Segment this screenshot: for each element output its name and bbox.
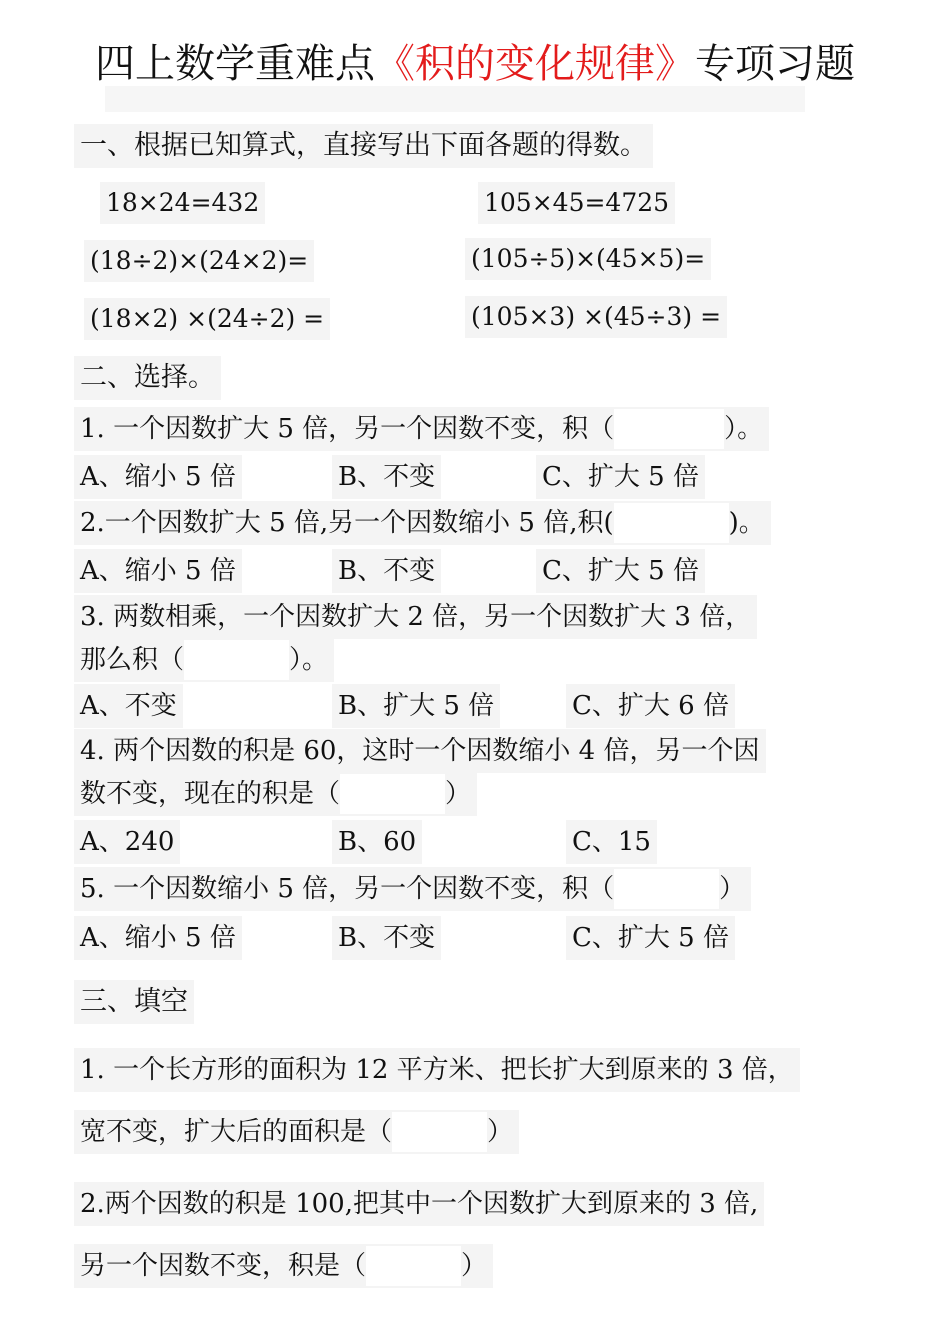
s3-item2-before: 另一个因数不变，积是（ <box>80 1251 367 1281</box>
s2-q4-after: ） <box>445 779 472 809</box>
s2-q2-after: )。 <box>728 508 765 538</box>
s1-right-q2: (105×3) ×(45÷3) = <box>465 296 727 338</box>
s2-q3-option-c[interactable]: C、扩大 6 倍 <box>566 684 735 728</box>
s2-q4-line1: 4. 两个因数的积是 60，这时一个因数缩小 4 倍，另一个因 <box>74 729 766 773</box>
s3-item1-line2 <box>74 1110 519 1154</box>
s2-q1-option-b[interactable]: B、不变 <box>332 455 441 499</box>
s2-q3-before: 那么积（ <box>80 645 185 675</box>
s2-q5-option-c[interactable]: C、扩大 5 倍 <box>566 916 735 960</box>
s2-q4-before: 数不变，现在的积是（ <box>80 779 341 809</box>
s2-q1-option-c[interactable]: C、扩大 5 倍 <box>536 455 705 499</box>
s2-q1-blank[interactable] <box>614 409 724 449</box>
s2-q1-text <box>74 407 769 451</box>
section3-heading: 三、填空 <box>74 980 194 1024</box>
s2-q3-after: ）。 <box>289 645 329 675</box>
s2-q2-text <box>74 501 771 545</box>
s2-q3-option-a[interactable]: A、不变 <box>74 684 183 728</box>
section2-heading: 二、选择。 <box>74 356 221 400</box>
s1-left-q1: (18÷2)×(24×2)= <box>84 240 314 282</box>
s2-q1-after: ）。 <box>724 414 764 444</box>
s2-q5-text <box>74 867 751 911</box>
s3-item1-line1: 1. 一个长方形的面积为 12 平方米、把长扩大到原来的 3 倍， <box>74 1048 800 1092</box>
s2-q3-line1: 3. 两数相乘，一个因数扩大 2 倍，另一个因数扩大 3 倍， <box>74 595 757 639</box>
s3-item1-after: ） <box>487 1117 514 1147</box>
s2-q2-blank[interactable] <box>614 503 729 543</box>
s2-q5-after: ） <box>719 874 746 904</box>
s3-item1-before: 宽不变，扩大后的面积是（ <box>80 1117 393 1147</box>
page-title <box>0 38 950 90</box>
s1-left-q2: (18×2) ×(24÷2) = <box>84 298 330 340</box>
s3-item2-after: ） <box>461 1251 488 1281</box>
s2-q2-option-a[interactable]: A、缩小 5 倍 <box>74 549 242 593</box>
s2-q2-option-c[interactable]: C、扩大 5 倍 <box>536 549 705 593</box>
s1-right-q1: (105÷5)×(45×5)= <box>465 238 711 280</box>
s1-left-given: 18×24=432 <box>100 182 265 224</box>
title-highlight: 《积的变化规律》 <box>375 41 695 87</box>
title-prefix: 四上数学重难点 <box>95 41 375 87</box>
s3-item1-blank[interactable] <box>392 1112 487 1152</box>
s2-q5-option-b[interactable]: B、不变 <box>332 916 441 960</box>
s2-q5-before: 5. 一个因数缩小 5 倍，另一个因数不变，积（ <box>80 874 615 904</box>
s2-q4-blank[interactable] <box>340 774 445 814</box>
s2-q4-option-a[interactable]: A、240 <box>74 820 180 864</box>
section1-heading: 一、根据已知算式，直接写出下面各题的得数。 <box>74 124 653 168</box>
s2-q5-option-a[interactable]: A、缩小 5 倍 <box>74 916 242 960</box>
s2-q4-option-b[interactable]: B、60 <box>332 820 422 864</box>
s2-q1-before: 1. 一个因数扩大 5 倍，另一个因数不变，积（ <box>80 414 615 444</box>
s2-q1-option-a[interactable]: A、缩小 5 倍 <box>74 455 242 499</box>
s1-right-given: 105×45=4725 <box>478 182 675 224</box>
s3-item2-blank[interactable] <box>366 1246 461 1286</box>
s2-q4-option-c[interactable]: C、15 <box>566 820 657 864</box>
s2-q3-line2 <box>74 638 334 682</box>
title-suffix: 专项习题 <box>695 41 855 87</box>
s2-q3-option-b[interactable]: B、扩大 5 倍 <box>332 684 500 728</box>
s2-q4-line2 <box>74 772 477 816</box>
s2-q2-option-b[interactable]: B、不变 <box>332 549 441 593</box>
s3-item2-line1: 2.两个因数的积是 100,把其中一个因数扩大到原来的 3 倍, <box>74 1182 764 1226</box>
s2-q3-blank[interactable] <box>184 640 289 680</box>
s3-item2-line2 <box>74 1244 493 1288</box>
s2-q5-blank[interactable] <box>614 869 719 909</box>
s2-q2-before: 2.一个因数扩大 5 倍,另一个因数缩小 5 倍,积( <box>80 508 614 538</box>
